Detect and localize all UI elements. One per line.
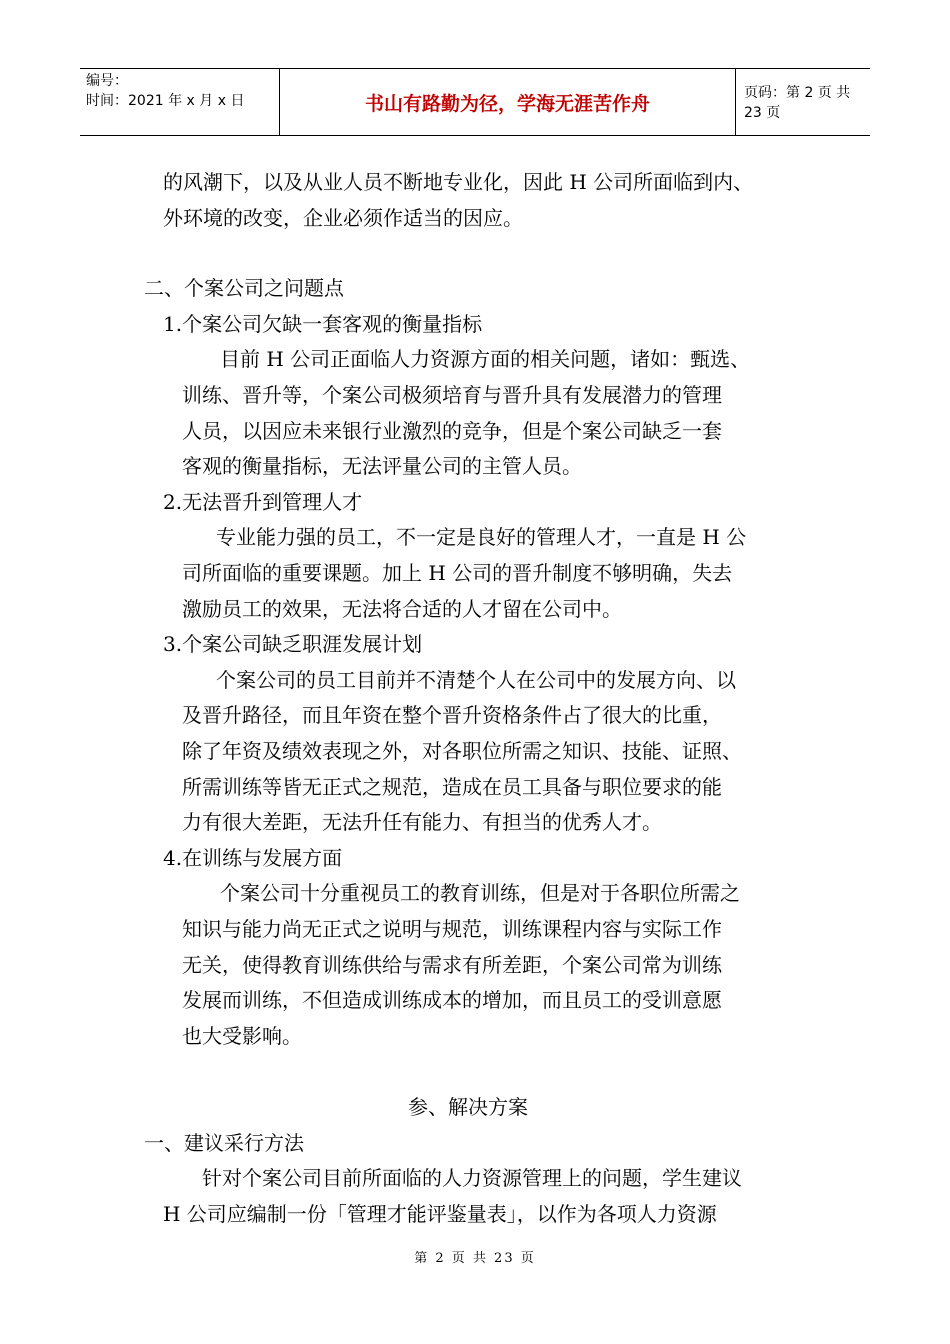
subsection-heading: 3.个案公司缺乏职涯发展计划	[163, 632, 423, 656]
paragraph-line: 外环境的改变，企业必须作适当的因应。	[163, 206, 523, 230]
paragraph-line: 激励员工的效果，无法将合适的人才留在公司中。	[182, 597, 622, 621]
subsection-heading: 1.个案公司欠缺一套客观的衡量指标	[163, 312, 483, 336]
chapter-heading: 参、解决方案	[408, 1095, 528, 1119]
section-heading: 二、个案公司之问题点	[144, 276, 344, 300]
subsection-heading: 2.无法晋升到管理人才	[163, 490, 363, 514]
paragraph-line: 也大受影响。	[182, 1024, 302, 1048]
header-motto: 书山有路勤为径，学海无涯苦作舟	[280, 69, 736, 135]
header-page-number: 页码：第 2 页 共 23 页	[744, 85, 851, 121]
paragraph-line: 知识与能力尚无正式之说明与规范，训练课程内容与实际工作	[182, 917, 722, 941]
paragraph-line: 及晋升路径，而且年资在整个晋升资格条件占了很大的比重，	[182, 703, 722, 727]
paragraph-line: 发展而训练，不但造成训练成本的增加，而且员工的受训意愿	[182, 988, 722, 1012]
section-heading: 一、建议采行方法	[144, 1131, 304, 1155]
paragraph-line: 客观的衡量指标，无法评量公司的主管人员。	[182, 454, 582, 478]
paragraph-line: 训练、晋升等，个案公司极须培育与晋升具有发展潜力的管理	[182, 383, 722, 407]
document-number-label: 编号：	[86, 73, 128, 89]
paragraph-line: 人员，以因应未来银行业激烈的竞争，但是个案公司缺乏一套	[182, 419, 722, 443]
paragraph-line: 司所面临的重要课题。加上 H 公司的晋升制度不够明确，失去	[182, 561, 733, 585]
paragraph-line: 所需训练等皆无正式之规范，造成在员工具备与职位要求的能	[182, 775, 722, 799]
paragraph-line: 个案公司的员工目前并不清楚个人在公司中的发展方向、以	[216, 668, 736, 692]
paragraph-line: 针对个案公司目前所面临的人力资源管理上的问题，学生建议	[202, 1166, 742, 1190]
page-footer: 第 2 页 共 23 页	[414, 1251, 536, 1266]
paragraph-line: 目前 H 公司正面临人力资源方面的相关问题，诸如：甄选、	[220, 347, 751, 371]
document-date-label: 时间：2021 年 x 月 x 日	[86, 93, 245, 109]
page-header	[80, 68, 870, 136]
paragraph-line: H 公司应编制一份「管理才能评鉴量表」，以作为各项人力资源	[163, 1202, 717, 1226]
header-meta-cell	[80, 69, 280, 135]
paragraph-line: 除了年资及绩效表现之外，对各职位所需之知识、技能、证照、	[182, 739, 742, 763]
subsection-heading: 4.在训练与发展方面	[163, 846, 343, 870]
paragraph-line: 专业能力强的员工，不一定是良好的管理人才，一直是 H 公	[216, 525, 747, 549]
paragraph-line: 力有很大差距，无法升任有能力、有担当的优秀人才。	[182, 810, 662, 834]
paragraph-line: 的风潮下，以及从业人员不断地专业化，因此 H 公司所面临到内、	[163, 170, 754, 194]
paragraph-line: 个案公司十分重视员工的教育训练，但是对于各职位所需之	[220, 881, 740, 905]
paragraph-line: 无关，使得教育训练供给与需求有所差距，个案公司常为训练	[182, 953, 722, 977]
